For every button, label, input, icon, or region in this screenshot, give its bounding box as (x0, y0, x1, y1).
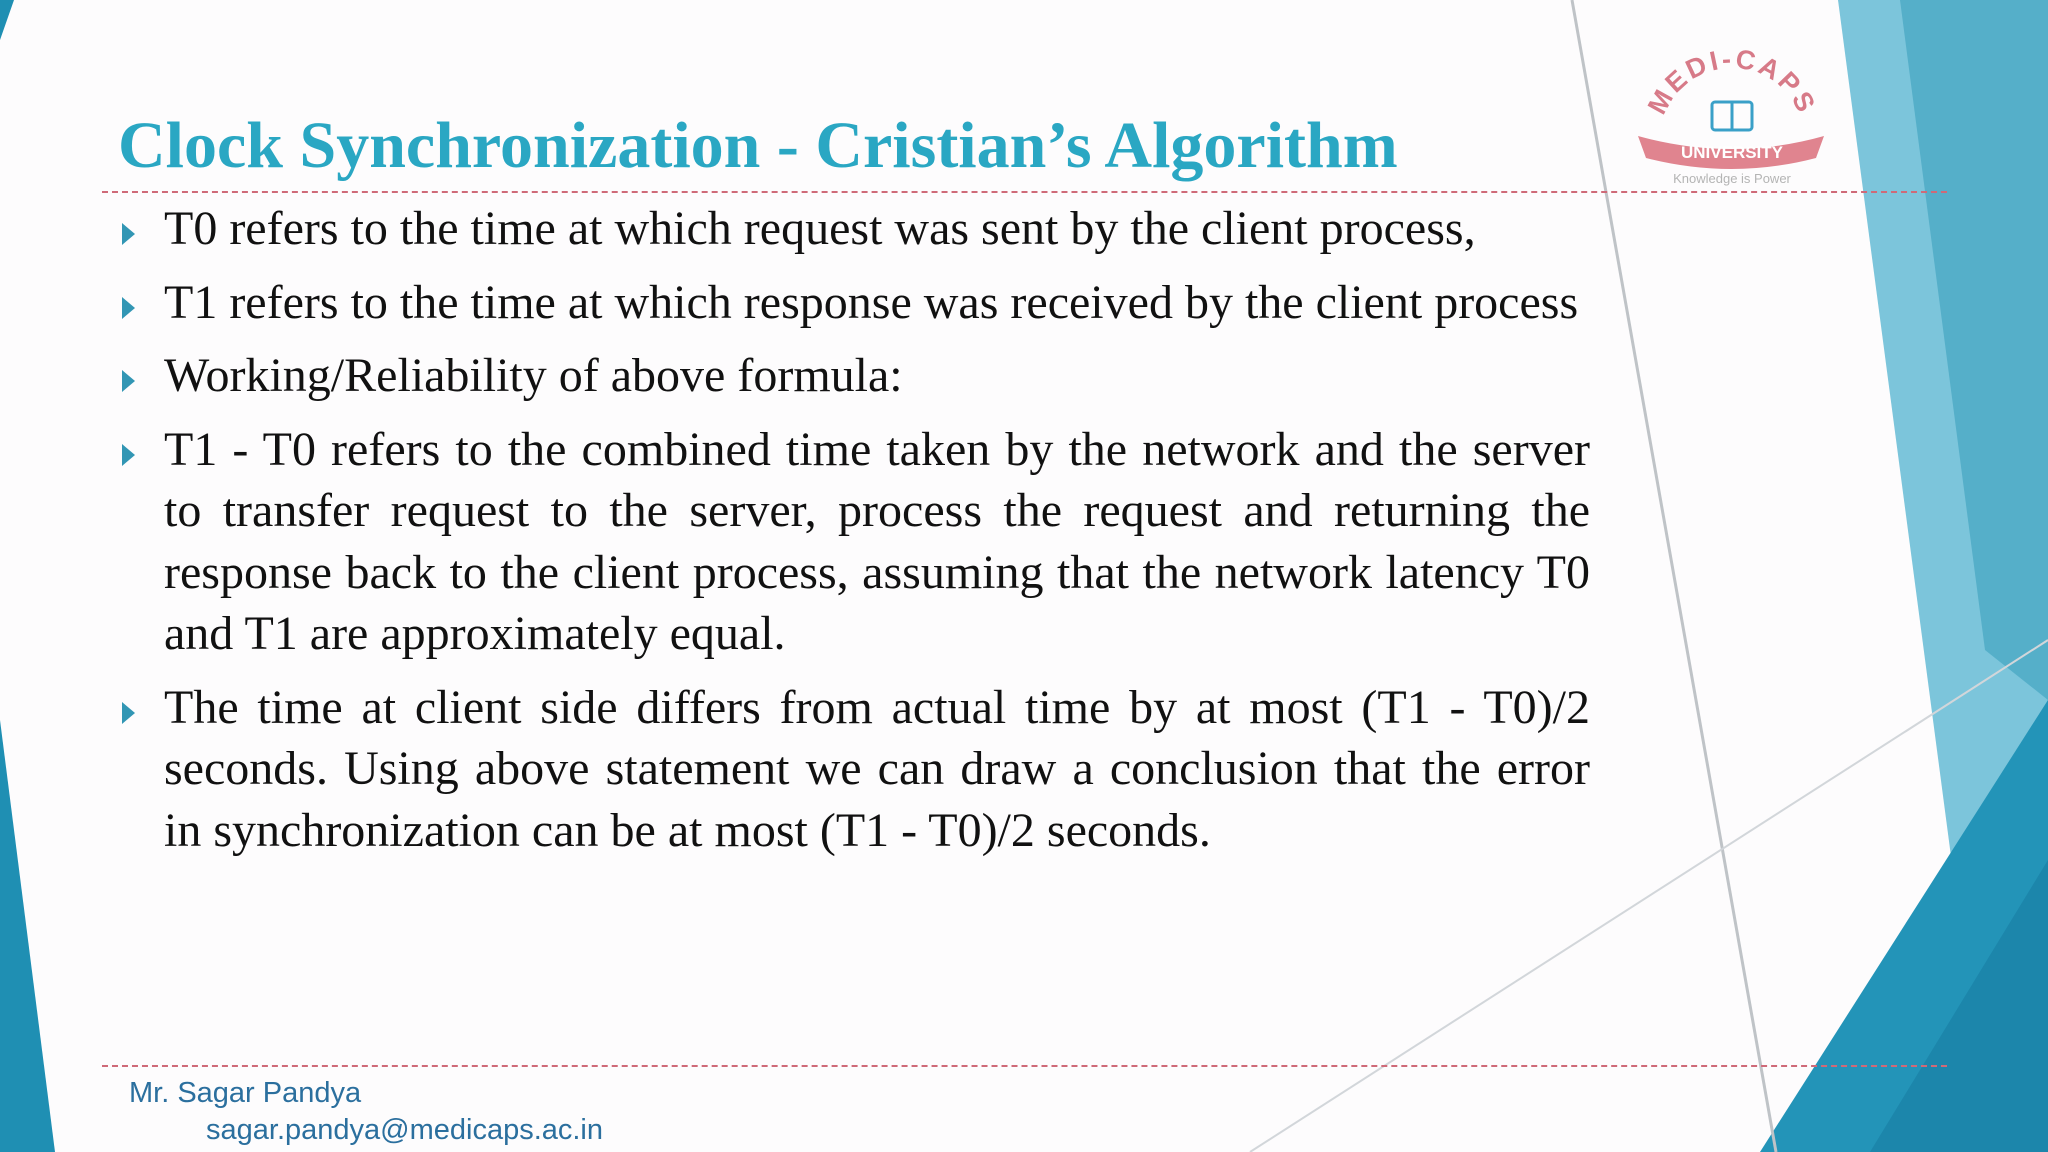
logo-tagline: Knowledge is Power (1673, 171, 1791, 186)
top-divider (102, 191, 1947, 193)
bullet-text: T1 refers to the time at which response was received by the client process (164, 275, 1579, 329)
footer-author: Mr. Sagar Pandya (129, 1077, 362, 1109)
footer-email: sagar.pandya@medicaps.ac.in (206, 1114, 604, 1146)
triangle-bullet-icon (122, 444, 135, 466)
bullet-item (118, 345, 1590, 407)
bullet-text: Working/Reliability of above formula: (164, 349, 903, 402)
left-shard-bottom (0, 720, 55, 1152)
bullet-item (118, 677, 1590, 862)
left-shard-top (0, 0, 14, 40)
bullet-item (118, 198, 1590, 260)
slide-title: Clock Synchronization - Cristian’s Algorithm (118, 109, 1398, 182)
triangle-bullet-icon (122, 297, 135, 319)
bottom-divider (102, 1065, 1947, 1067)
logo-ribbon-text: UNIVERSITY (1680, 143, 1784, 162)
logo-graphic (1620, 30, 1840, 190)
bullet-text: T0 refers to the time at which request was sent by the client process, (164, 202, 1476, 255)
bullet-text: T1 - T0 refers to the combined time taken by the network and the server to transfer request to the server, process the request and returning the response back to the client process, assuming that the network latency T0 and T1 are approximately equal. (164, 422, 1590, 660)
university-logo (1620, 30, 1840, 190)
triangle-bullet-icon (122, 370, 135, 392)
bullet-list (118, 198, 1590, 873)
triangle-bullet-icon (122, 223, 135, 245)
logo-name: MEDI-CAPS (1641, 43, 1823, 120)
bullet-item (118, 272, 1590, 334)
bullet-item (118, 419, 1590, 665)
triangle-bullet-icon (122, 702, 135, 724)
bullet-text: The time at client side differs from actual time by at most (T1 - T0)/2 seconds. Using above statement we can draw a conclusion that the error in synchronization can be at most (T1 - T0)/2 seconds. (164, 680, 1590, 857)
